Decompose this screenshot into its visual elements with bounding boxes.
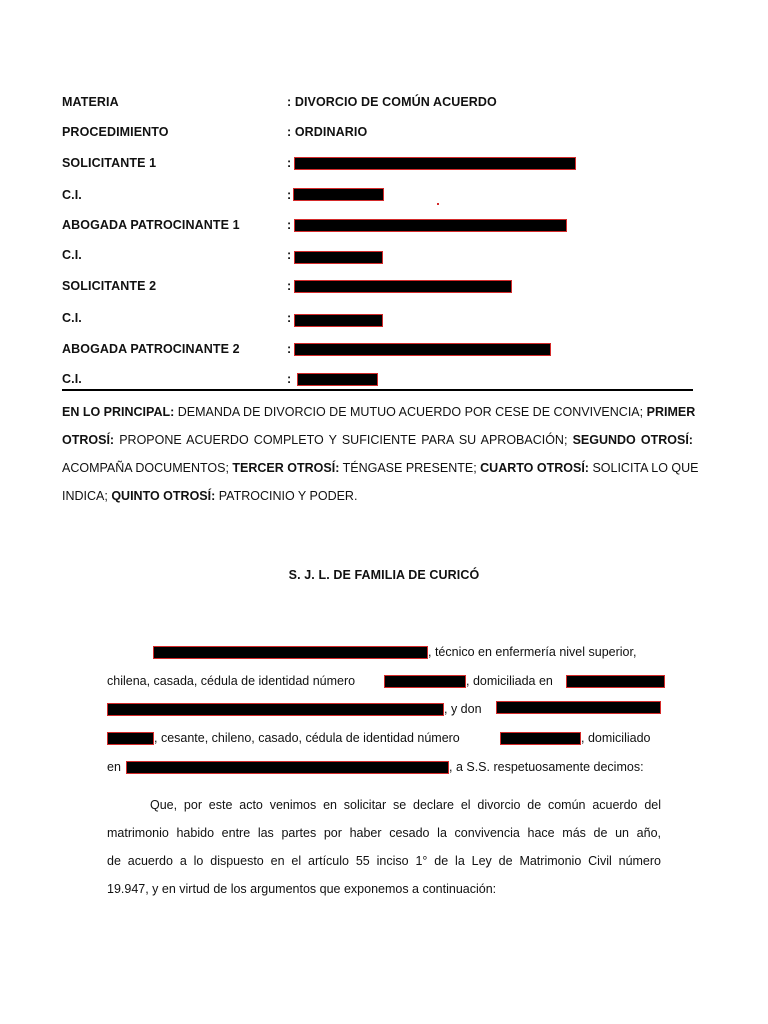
caption-label-solicitante-1: SOLICITANTE 1: [62, 156, 157, 170]
summary-bold: SEGUNDO OTROSÍ:: [572, 433, 693, 447]
caption-label-abogada-2: ABOGADA PATROCINANTE 2: [62, 342, 240, 356]
caption-label-procedimiento: PROCEDIMIENTO: [62, 125, 169, 139]
paragraph-text: de acuerdo a lo dispuesto en el artículo 55 inciso 1° de la Ley de Matrimonio Civil número: [107, 854, 661, 868]
redaction-bar: [496, 701, 661, 714]
paragraph-text: en: [107, 760, 121, 774]
summary-text: SOLICITA LO QUE: [592, 461, 699, 475]
paragraph-text: , domiciliado: [581, 731, 651, 745]
caption-value-abogada-2: :: [287, 342, 292, 356]
redaction-bar: [107, 732, 154, 745]
caption-value-ci-1: :: [287, 188, 292, 202]
summary-bold: TERCER OTROSÍ:: [232, 461, 340, 475]
summary-bold: QUINTO OTROSÍ:: [111, 489, 216, 503]
summary-bold: OTROSÍ:: [62, 433, 115, 447]
summary-line: [62, 482, 693, 510]
redaction-bar: [566, 675, 665, 688]
caption-value-solicitante-1: :: [287, 156, 292, 170]
summary-text: ACOMPAÑA DOCUMENTOS;: [62, 461, 229, 475]
redaction-bar: [294, 343, 551, 356]
caption-label-ci-1: C.I.: [62, 188, 82, 202]
summary-text: TÉNGASE PRESENTE;: [342, 461, 477, 475]
summary-line: [62, 426, 693, 454]
summary-text: DEMANDA DE DIVORCIO DE MUTUO ACUERDO POR CESE DE CONVIVENCIA;: [177, 405, 644, 419]
paragraph-text: , técnico en enfermería nivel superior,: [428, 645, 637, 659]
redaction-bar: [294, 219, 567, 232]
summary-text: PATROCINIO Y PODER.: [218, 489, 358, 503]
redaction-bar: [293, 188, 384, 201]
caption-label-ci-2: C.I.: [62, 248, 82, 262]
redaction-bar: [126, 761, 449, 774]
red-mark: [437, 203, 439, 205]
summary-line: [62, 454, 699, 482]
header-divider: [62, 389, 693, 391]
paragraph-text: , domiciliada en: [466, 674, 553, 688]
paragraph-text: matrimonio habido entre las partes por haber cesado la convivencia hace más de un año,: [107, 826, 661, 840]
summary-text: INDICA;: [62, 489, 108, 503]
paragraph-text: Que, por este acto venimos en solicitar se declare el divorcio de común acuerdo del: [150, 798, 661, 812]
caption-label-ci-4: C.I.: [62, 372, 82, 386]
caption-label-materia: MATERIA: [62, 95, 119, 109]
court-title: S. J. L. DE FAMILIA DE CURICÓ: [288, 568, 480, 582]
summary-line: [62, 398, 696, 426]
redaction-bar: [107, 703, 444, 716]
redaction-bar: [153, 646, 428, 659]
paragraph-text: , y don: [444, 702, 482, 716]
caption-value-ci-4: :: [287, 372, 292, 386]
caption-label-ci-3: C.I.: [62, 311, 82, 325]
summary-bold: EN LO PRINCIPAL:: [62, 405, 175, 419]
redaction-bar: [294, 314, 383, 327]
paragraph-text: 19.947, y en virtud de los argumentos que exponemos a continuación:: [107, 882, 497, 896]
caption-value-materia: : DIVORCIO DE COMÚN ACUERDO: [287, 95, 497, 109]
redaction-bar: [294, 251, 383, 264]
caption-value-solicitante-2: :: [287, 279, 292, 293]
paragraph-text: , a S.S. respetuosamente decimos:: [449, 760, 644, 774]
caption-value-abogada-1: :: [287, 218, 292, 232]
redaction-bar: [384, 675, 466, 688]
paragraph-text: chilena, casada, cédula de identidad número: [107, 674, 356, 688]
caption-value-ci-2: :: [287, 248, 292, 262]
caption-value-ci-3: :: [287, 311, 292, 325]
redaction-bar: [294, 280, 512, 293]
redaction-bar: [297, 373, 378, 386]
summary-text: PROPONE ACUERDO COMPLETO Y SUFICIENTE PARA SU APROBACIÓN;: [119, 433, 568, 447]
redaction-bar: [294, 157, 576, 170]
redaction-bar: [500, 732, 581, 745]
caption-label-solicitante-2: SOLICITANTE 2: [62, 279, 157, 293]
paragraph-text: , cesante, chileno, casado, cédula de identidad número: [154, 731, 460, 745]
summary-bold: PRIMER: [646, 405, 696, 419]
caption-label-abogada-1: ABOGADA PATROCINANTE 1: [62, 218, 240, 232]
caption-value-procedimiento: : ORDINARIO: [287, 125, 368, 139]
summary-bold: CUARTO OTROSÍ:: [480, 461, 589, 475]
